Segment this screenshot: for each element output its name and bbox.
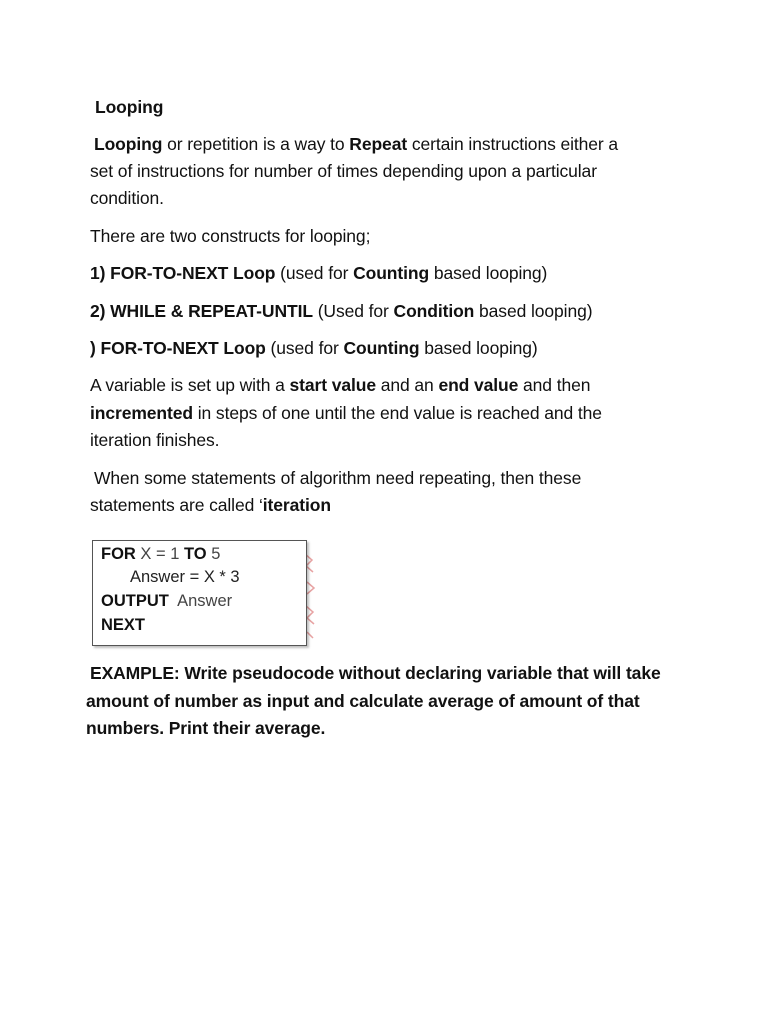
description-text-b: and an	[375, 375, 439, 395]
heading-text: Looping	[95, 97, 164, 117]
code-output-keyword: OUTPUT	[101, 592, 169, 610]
constructs-intro: There are two constructs for looping;	[90, 226, 371, 246]
example-line-2: amount of number as input and calculate average of amount of that	[86, 691, 640, 711]
pseudocode-example-box	[92, 540, 307, 646]
description-line-3: iteration finishes.	[90, 430, 220, 450]
code-output-value: Answer	[168, 592, 233, 610]
intro-repeat: Repeat	[349, 134, 408, 154]
construct-1-post: based looping)	[429, 263, 548, 283]
code-body-line: Answer = X * 3	[130, 568, 240, 586]
intro-text-2: certain instructions either a	[407, 134, 619, 154]
construct-2-label: 2) WHILE & REPEAT-UNTIL	[90, 301, 313, 321]
description-line-1	[90, 372, 590, 399]
construct-2-key: Condition	[393, 301, 475, 321]
description-line-2	[90, 400, 602, 427]
description-start-value: start value	[289, 375, 376, 395]
code-to-keyword: TO	[184, 545, 207, 563]
code-for-variable: X = 1	[135, 545, 184, 563]
construct-2-post: based looping)	[474, 301, 593, 321]
construct-1-repeat-post: based looping)	[419, 338, 538, 358]
iteration-note-line-1: When some statements of algorithm need repeating, then these	[94, 468, 582, 488]
construct-1-repeat-key: Counting	[343, 338, 420, 358]
code-for-keyword: FOR	[101, 545, 136, 563]
description-text-a: A variable is set up with a	[90, 375, 290, 395]
iteration-note-line-2	[90, 492, 331, 519]
intro-text-1: or repetition is a way to	[162, 134, 350, 154]
construct-1-repeat	[90, 335, 538, 362]
iteration-note-text: statements are called ‘	[90, 495, 263, 515]
code-for-line	[101, 543, 220, 565]
code-output-line	[101, 590, 232, 612]
description-text-rest: in steps of one until the end value is reached and the	[192, 403, 602, 423]
intro-line-2: set of instructions for number of times depending upon a particular	[90, 161, 597, 181]
construct-1-repeat-pre: (used for	[265, 338, 344, 358]
construct-1	[90, 260, 547, 287]
intro-line-1	[94, 131, 618, 158]
code-to-value: 5	[206, 545, 221, 563]
intro-term: Looping	[94, 134, 163, 154]
description-incremented: incremented	[90, 403, 193, 423]
intro-line-3: condition.	[90, 188, 164, 208]
code-next-line	[101, 614, 145, 636]
construct-2-pre: (Used for	[312, 301, 394, 321]
construct-1-key: Counting	[353, 263, 430, 283]
heading	[95, 94, 163, 121]
example-line-3: numbers. Print their average.	[86, 718, 326, 738]
description-text-c: and then	[518, 375, 591, 395]
code-next-keyword: NEXT	[101, 616, 146, 634]
construct-1-pre: (used for	[275, 263, 354, 283]
construct-1-repeat-label: ) FOR-TO-NEXT Loop	[90, 338, 266, 358]
iteration-note-term: iteration	[262, 495, 331, 515]
description-end-value: end value	[438, 375, 519, 395]
construct-1-label: 1) FOR-TO-NEXT Loop	[90, 263, 276, 283]
construct-2	[90, 298, 592, 325]
example-line-1: EXAMPLE: Write pseudocode without declaring variable that will take	[90, 663, 661, 683]
